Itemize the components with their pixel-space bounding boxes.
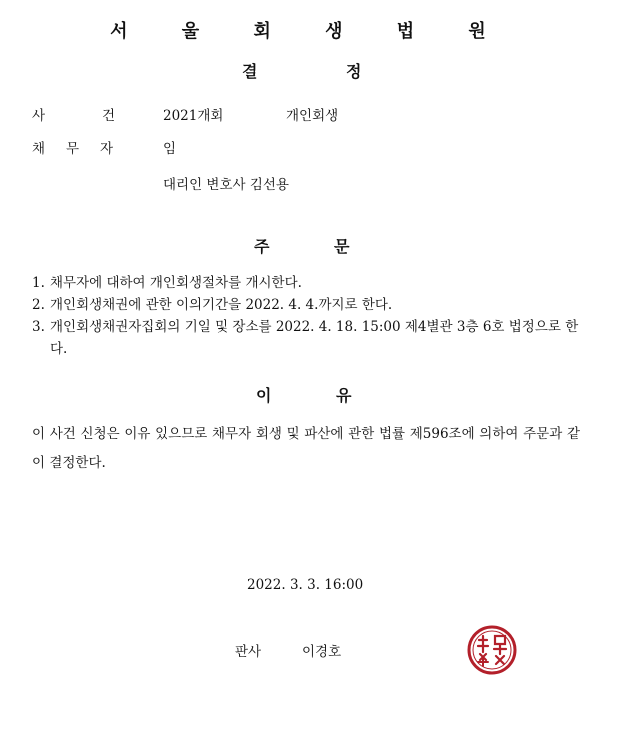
doc-title-char-2: 정 bbox=[346, 62, 362, 81]
reason-text: 이 사건 신청은 이유 있으므로 채무자 회생 및 파산에 관한 법률 제596조에 의하여 주문과 같이 결정한다. bbox=[32, 426, 580, 471]
order-item-text: 개인회생채권자집회의 기일 및 장소를 2022. 4. 18. 15:00 제4별관 3층 6호 법정으로 한다. bbox=[50, 319, 579, 357]
debtor-label-char-2: 무 bbox=[66, 141, 80, 157]
order-item-number: 3. bbox=[32, 319, 45, 335]
debtor-name: 임 bbox=[163, 141, 177, 157]
debtor-agent: 대리인 변호사 김선용 bbox=[163, 177, 289, 193]
order-item bbox=[32, 272, 580, 294]
judge-seal-icon bbox=[466, 624, 518, 676]
case-label-char-1: 사 bbox=[32, 108, 46, 124]
order-item-number: 2. bbox=[32, 297, 45, 313]
order-heading-char-2: 문 bbox=[334, 237, 350, 256]
debtor-label-char-1: 채 bbox=[32, 141, 46, 157]
court-name: 서 울 회 생 법 원 bbox=[110, 21, 510, 42]
order-item-text: 개인회생채권에 관한 이의기간을 2022. 4. 4.까지로 한다. bbox=[50, 297, 393, 313]
decision-date: 2022. 3. 3. 16:00 bbox=[247, 577, 364, 593]
case-type: 개인회생 bbox=[286, 108, 339, 124]
order-item bbox=[32, 316, 580, 360]
order-item bbox=[32, 294, 580, 316]
reason-heading-char-1: 이 bbox=[256, 386, 272, 405]
order-heading-char-1: 주 bbox=[254, 237, 270, 256]
order-item-number: 1. bbox=[32, 275, 45, 291]
case-number: 2021개회 bbox=[163, 108, 224, 124]
order-item-text: 채무자에 대하여 개인회생절차를 개시한다. bbox=[50, 275, 302, 291]
debtor-label-char-3: 자 bbox=[100, 141, 114, 157]
judge-name: 이경호 bbox=[302, 644, 342, 660]
order-list bbox=[32, 272, 580, 360]
case-label-char-2: 건 bbox=[102, 108, 116, 124]
judge-title: 판사 bbox=[235, 644, 262, 660]
doc-title-char-1: 결 bbox=[242, 62, 258, 81]
reason-heading-char-2: 유 bbox=[336, 386, 352, 405]
